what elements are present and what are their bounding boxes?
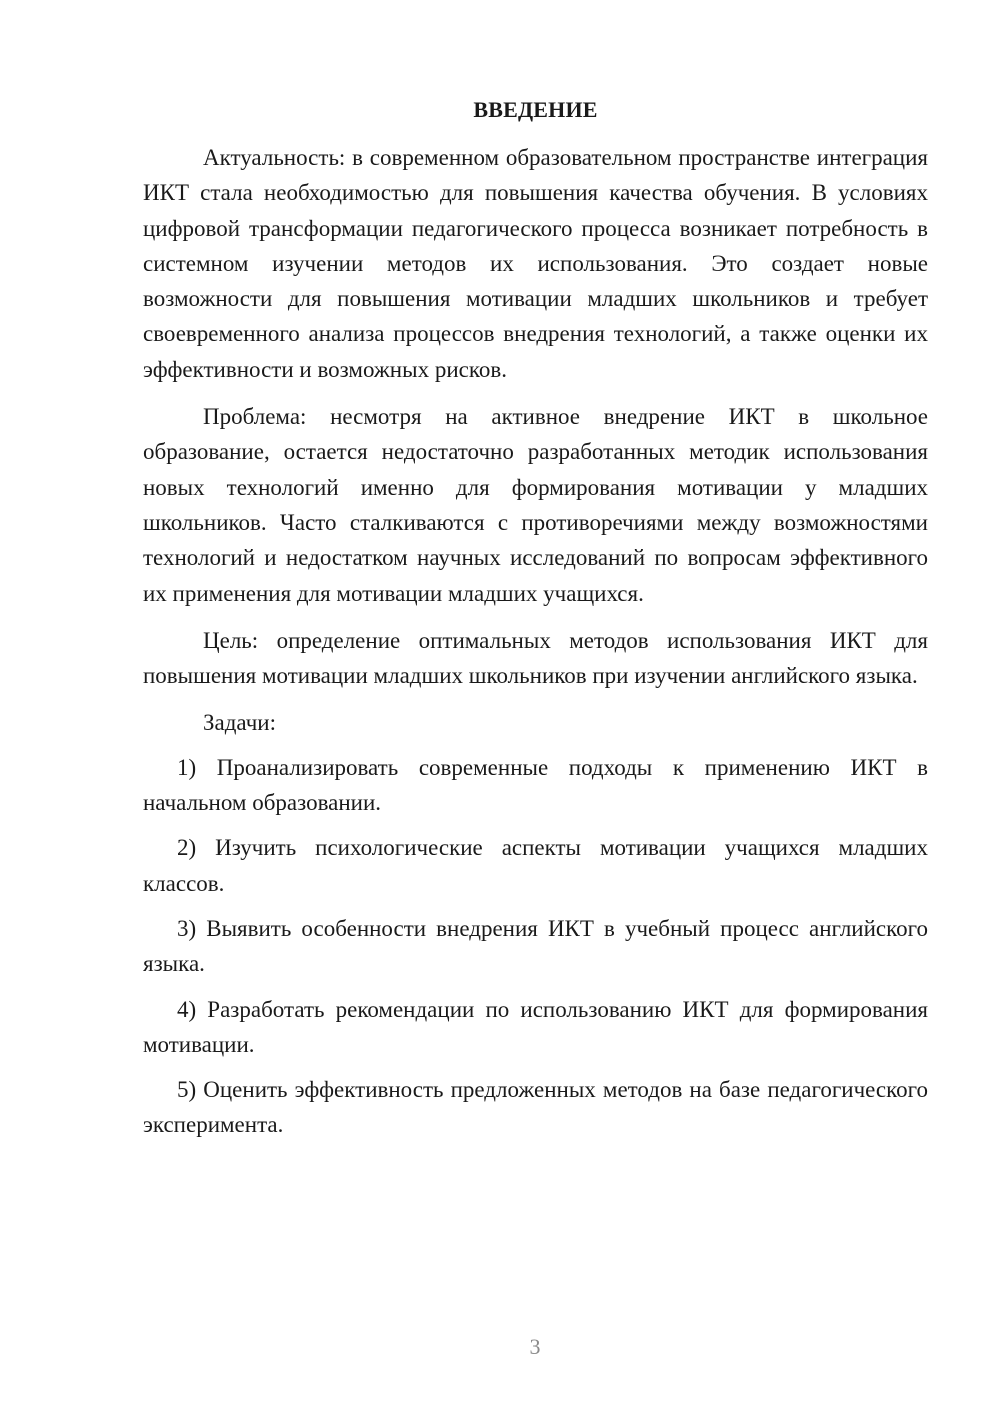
task-list xyxy=(143,750,928,1143)
task-item: 5) Оценить эффективность предложенных методов на базе педагогического эксперимента. xyxy=(143,1077,928,1138)
page-content xyxy=(143,92,928,1153)
page-number: 3 xyxy=(529,1334,541,1359)
task-item: 1) Проанализировать современные подходы к применению ИКТ в начальном образовании. xyxy=(143,754,928,816)
task-item: 2) Изучить психологические аспекты мотивации учащихся младших классов. xyxy=(143,835,928,896)
task-item: 4) Разработать рекомендации по использованию ИКТ для формирования мотивации. xyxy=(143,996,928,1057)
paragraph-goal: Цель: определение оптимальных методов использования ИКТ для повышения мотивации младших школьников при изучении английского языка. xyxy=(143,627,928,689)
task-item: 3) Выявить особенности внедрения ИКТ в учебный процесс английского языка. xyxy=(143,915,928,977)
section-title: ВВЕДЕНИЕ xyxy=(473,97,598,122)
tasks-heading: Задачи: xyxy=(203,710,276,736)
paragraph-relevance: Актуальность: в современном образовательном пространстве интеграция ИКТ стала необходимостью для повышения качества обучения. В условиях цифровой трансформации педагогического процесса возникает потребность в системном изучении методов их использования. Это создает новые возможности для повышения мотивации младших школьников и требует своевременного анализа процессов внедрения технологий, а также оценки их эффективности и возможных рисков. xyxy=(143,145,928,382)
paragraph-problem: Проблема: несмотря на активное внедрение ИКТ в школьное образование, остается недостаточно разработанных методик использования новых технологий именно для формирования мотивации у младших школьников. Часто сталкиваются с противоречиями между возможностями технологий и недостатком научных исследований по вопросам эффективного их применения для мотивации младших учащихся. xyxy=(143,404,928,606)
